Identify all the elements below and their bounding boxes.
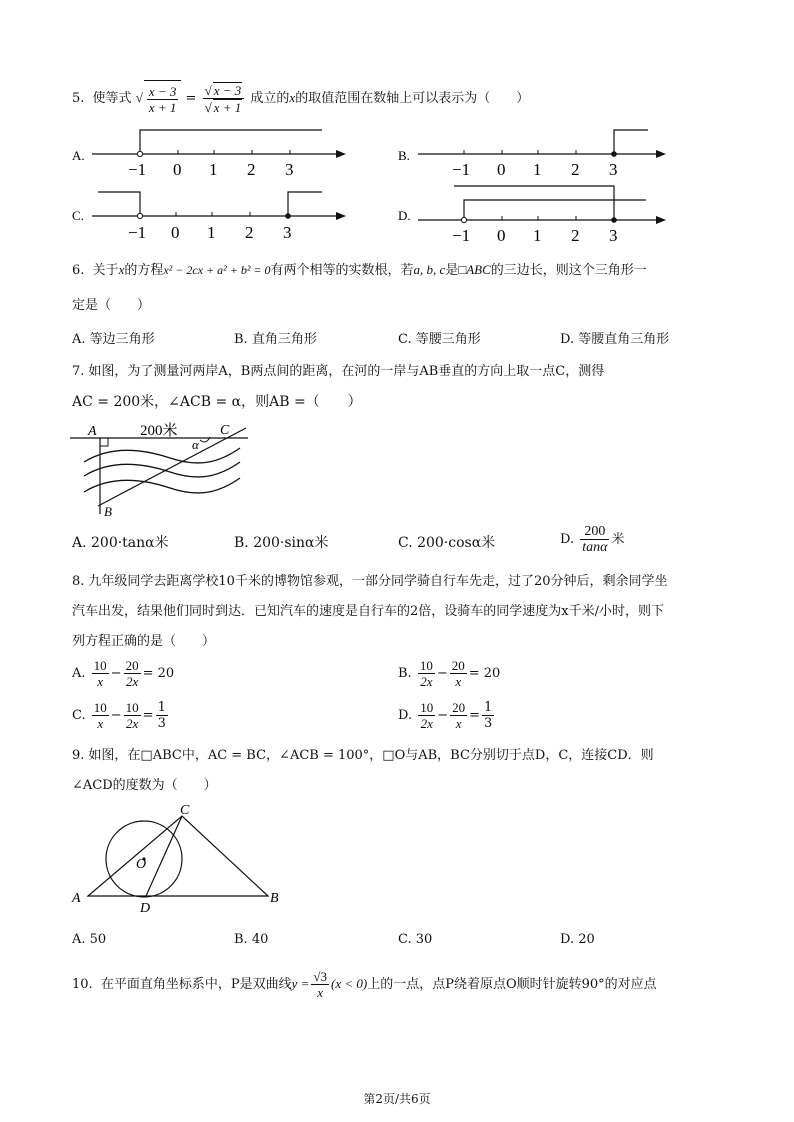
tick-label: 2 <box>571 226 580 245</box>
q9-option-b: B. 40 <box>234 932 269 947</box>
q5-line-d <box>418 186 666 245</box>
q8-option-a: A. $\frac{10}{x}$ − $\frac{20}{2x}$ = 20 <box>72 658 175 689</box>
q6-option-c: C. 等腰三角形 <box>398 332 481 347</box>
q5-number-lines <box>0 120 794 250</box>
tick-label: 1 <box>207 223 216 242</box>
q6-equation: x² − 2cx + a² + b² = 0 <box>163 263 271 277</box>
tick-label: 3 <box>283 223 292 242</box>
tick-label: −1 <box>452 226 471 245</box>
tick-label: 0 <box>497 226 506 245</box>
tick-label: 0 <box>171 223 180 242</box>
tick-label: 1 <box>533 160 542 179</box>
tick-label: 2 <box>247 160 256 179</box>
q7-line2: AC = 200米，∠ACB = α，则AB =（ ） <box>72 394 362 410</box>
q6-line2: 定是（ ） <box>72 298 151 313</box>
q8-line2: 汽车出发，结果他们同时到达．已知汽车的速度是自行车的2倍，设骑车的同学速度为x千米/小时，则下 <box>72 604 664 619</box>
q9-line2: ∠ACD的度数为（ ） <box>72 778 217 793</box>
q9-point-a: A <box>72 891 81 906</box>
q7-option-c: C. 200·cosα米 <box>398 535 496 551</box>
tick-label: 0 <box>173 160 182 179</box>
q9-point-d: D <box>140 901 151 914</box>
tick-label: −1 <box>128 223 147 242</box>
q9-point-o: O <box>136 857 147 872</box>
q5-rhs-fraction: $\frac{√ x - 3}{√ x + 1}$ <box>203 82 245 115</box>
q5-prefix: 使等式 <box>92 91 132 106</box>
q7-point-a: A <box>88 424 97 439</box>
q5-line-a <box>92 130 346 179</box>
q5-suffix: 成立的 <box>250 91 290 106</box>
q5-option-a-label: A. <box>72 148 85 163</box>
q5-line-c <box>92 192 346 242</box>
q5-option-c-label: C. <box>72 208 84 223</box>
q8-line1: 8. 九年级同学去距离学校10千米的博物馆参观，一部分同学骑自行车先走，过了20分钟后，剩余同学坐 <box>72 574 668 589</box>
q5-line-b <box>418 130 666 179</box>
q5-number: 5. <box>72 91 85 106</box>
q6-option-d: D. 等腰直角三角形 <box>560 332 670 347</box>
tick-label: 2 <box>571 160 580 179</box>
q9-option-c: C. 30 <box>398 932 433 947</box>
q7-line1: 7. 如图，为了测量河两岸A，B两点间的距离，在河的一岸与AB垂直的方向上取一点C，测得 <box>72 364 605 379</box>
q6-option-a: A. 等边三角形 <box>72 332 155 347</box>
q9-option-d: D. 20 <box>560 932 595 947</box>
q5-option-b-label: B. <box>398 148 410 163</box>
q9-option-a: A. 50 <box>72 932 107 947</box>
tick-label: 3 <box>609 226 618 245</box>
page-footer: 第2页/共6页 <box>363 1092 431 1106</box>
tick-label: 1 <box>533 226 542 245</box>
tick-label: 0 <box>497 160 506 179</box>
tick-label: −1 <box>128 160 147 179</box>
q5-option-d-label: D. <box>398 208 411 223</box>
q8-option-c: C. $\frac{10}{x}$ − $\frac{10}{2x}$ = $\frac{1}{3}$ <box>72 700 166 731</box>
q5-stem: 5. 使等式 √ $\frac{x - 3}{x + 1}$ = $\frac{√ x - 3}{√ x + 1}$ 成立的x的取值范围在数轴上可以表示为（ ） <box>72 80 529 114</box>
q8-option-b: B. $\frac{10}{2x}$ − $\frac{20}{x}$ = 20 <box>398 658 501 689</box>
q7-river-figure <box>70 418 260 520</box>
tick-label: 1 <box>209 160 218 179</box>
tick-label: 2 <box>245 223 254 242</box>
tick-label: −1 <box>452 160 471 179</box>
q7-point-c: C <box>220 423 230 438</box>
q7-option-d: D. $\frac{200}{\tan\alpha}$ 米 <box>560 524 625 555</box>
q6-line1: 6. 关于x的方程x² − 2cx + a² + b² = 0有两个相等的实数根，若a, b, c是□ABC的三边长，则这个三角形一 <box>72 262 647 278</box>
q6-option-b: B. 直角三角形 <box>234 332 317 347</box>
q5-suffix2: 的取值范围在数轴上可以表示为（ ） <box>295 91 530 106</box>
q8-line3: 列方程正确的是（ ） <box>72 634 216 649</box>
q7-angle-alpha: α <box>192 437 199 452</box>
q9-circle-figure <box>70 804 290 914</box>
q5-lhs-radical: √ $\frac{x - 3}{x + 1}$ <box>136 90 182 105</box>
q7-option-a: A. 200·tanα米 <box>72 535 169 551</box>
q8-option-d: D. $\frac{10}{2x}$ − $\frac{20}{x}$ = $\frac{1}{3}$ <box>398 700 493 731</box>
q9-point-b: B <box>270 891 279 906</box>
q7-option-b: B. 200·sinα米 <box>234 535 329 551</box>
q9-point-c: C <box>180 804 190 818</box>
q10-line1: 10. 在平面直角坐标系中，P是双曲线y = $\frac{√3}{x}$ (x < 0)上的一点，点P绕着原点O顺时针旋转90°的对应点 <box>72 969 657 1000</box>
q7-distance-label: 200米 <box>140 423 178 439</box>
q9-line1: 9. 如图，在□ABC中，AC = BC，∠ACB = 100°，□O与AB，BC分别切于点D，C，连接CD．则 <box>72 748 654 763</box>
tick-label: 3 <box>285 160 294 179</box>
q7-point-b: B <box>104 504 112 519</box>
tick-label: 3 <box>609 160 618 179</box>
